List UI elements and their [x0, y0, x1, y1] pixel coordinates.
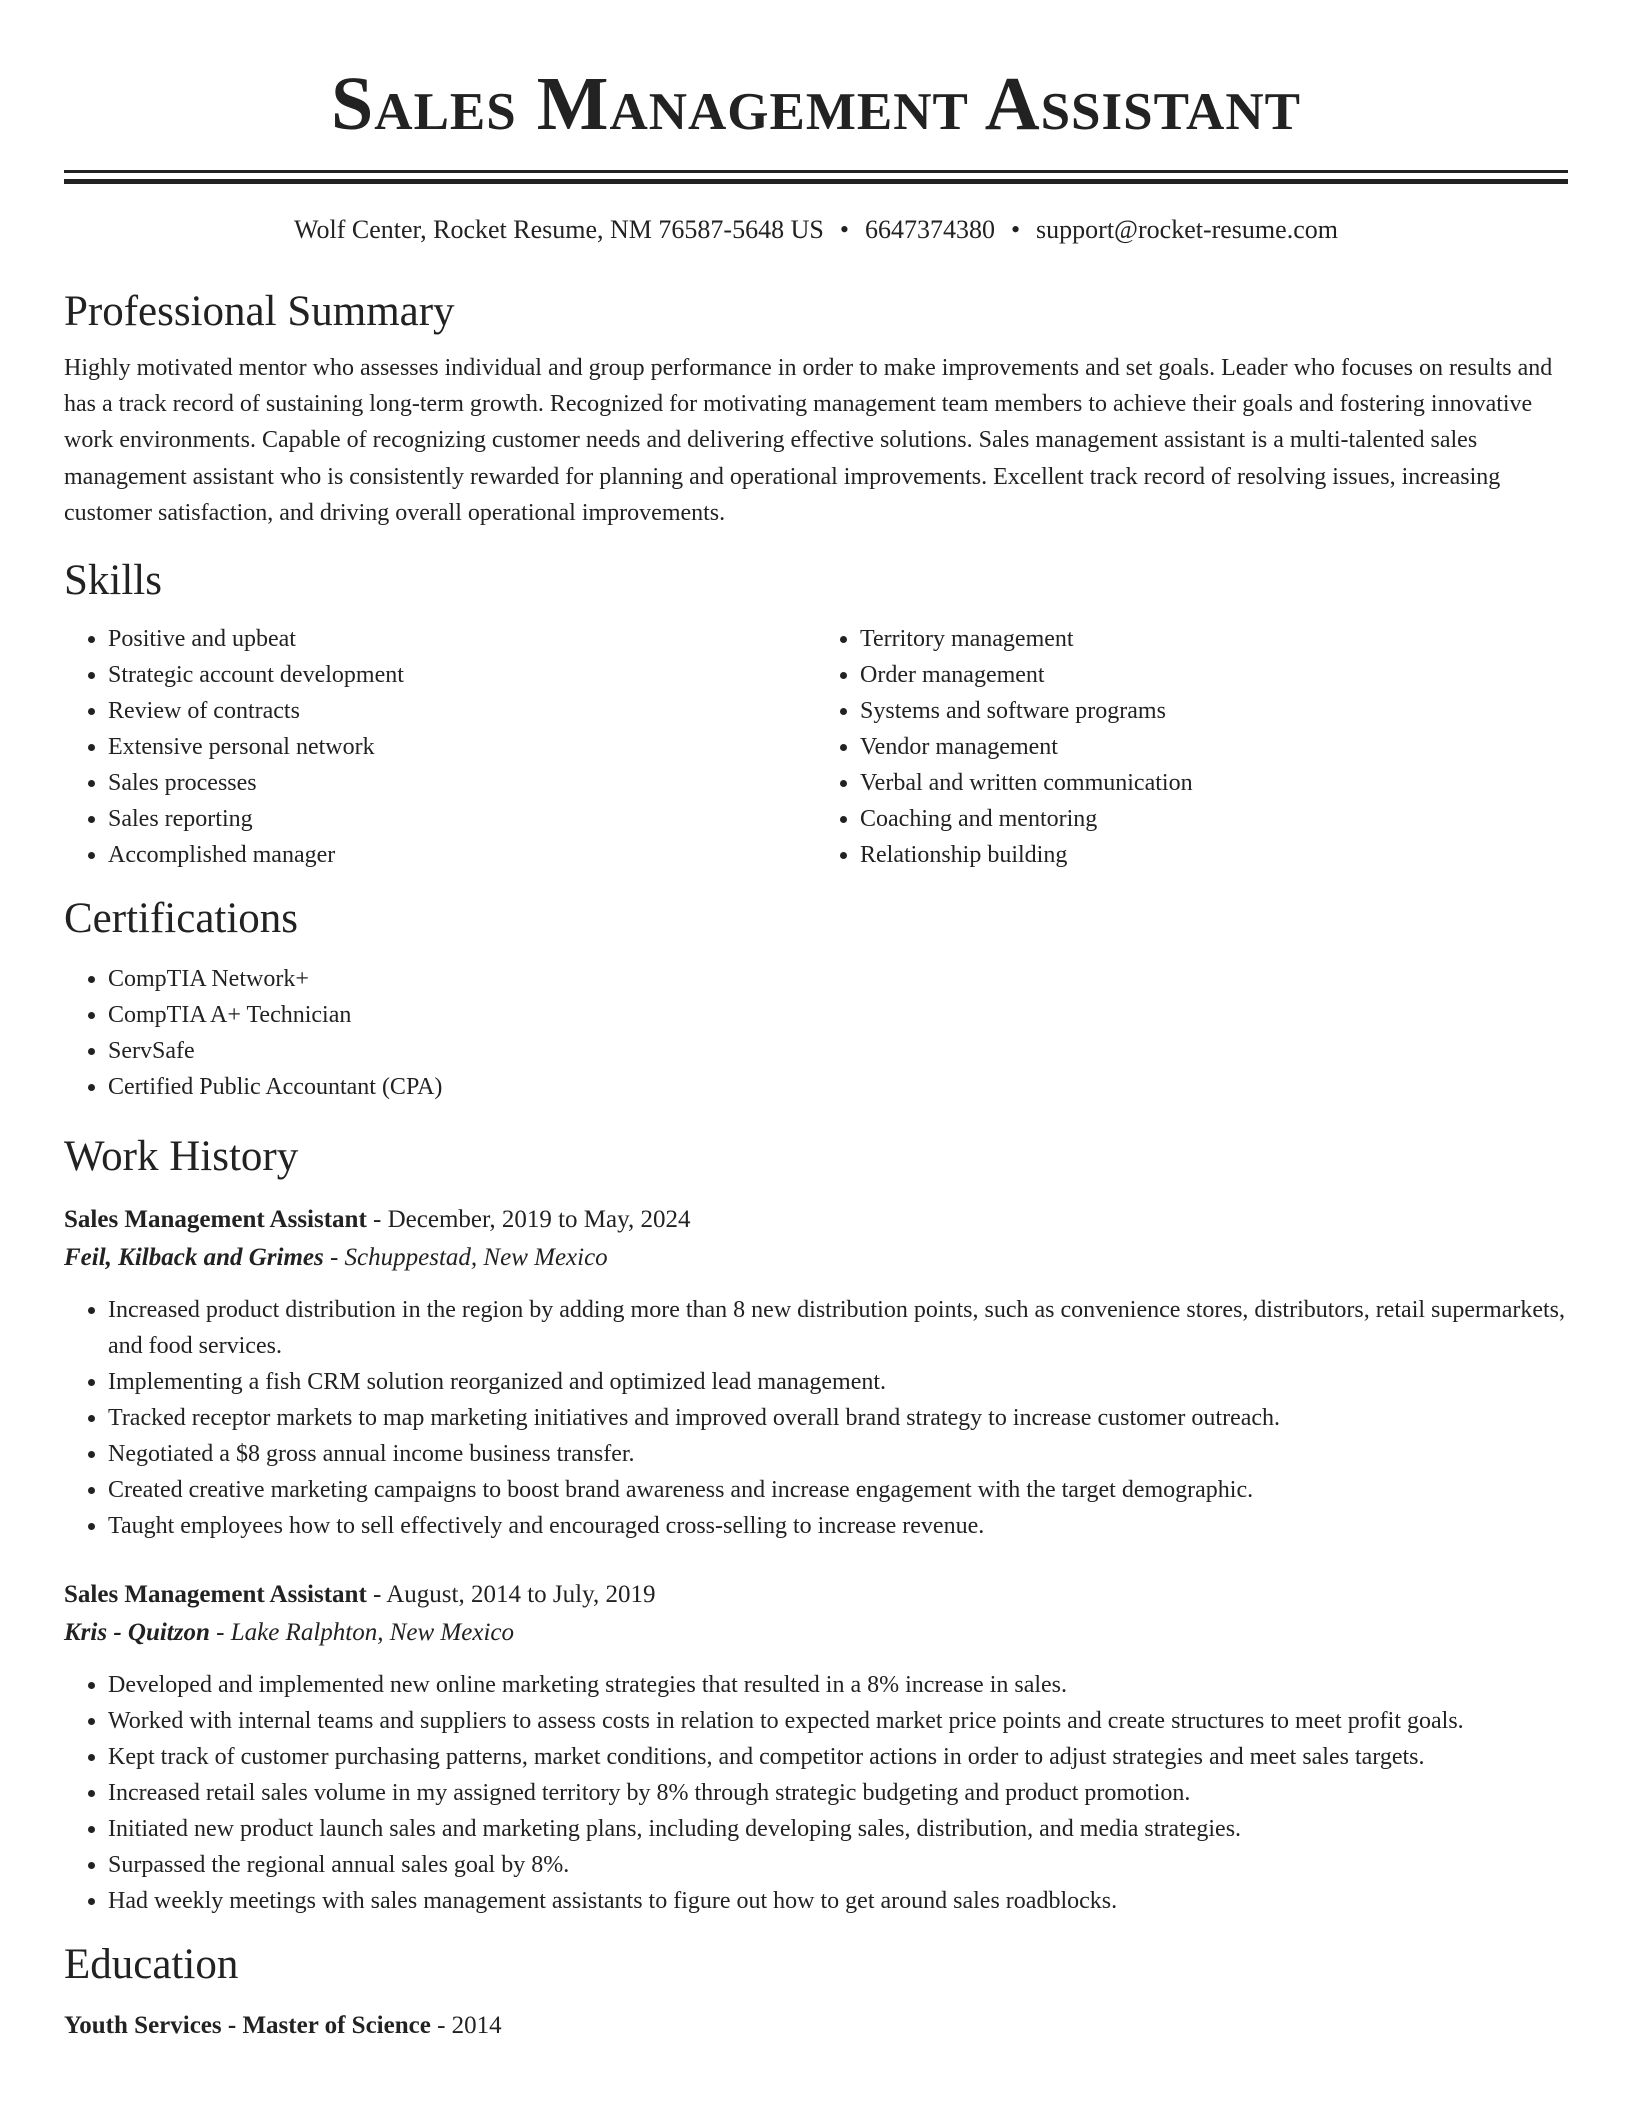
- certification-item: • CompTIA Network+: [108, 961, 1568, 997]
- skill-item: • Systems and software programs: [860, 693, 1568, 729]
- contact-address: Wolf Center, Rocket Resume, NM 76587-5648 US: [294, 215, 824, 244]
- certifications-list: [64, 961, 1568, 1105]
- job-company: Feil, Kilback and Grimes: [64, 1244, 324, 1272]
- skill-item: • Coaching and mentoring: [860, 801, 1568, 837]
- job-entry: [64, 1201, 1568, 1544]
- education-year: - 2014: [430, 2012, 502, 2040]
- job-bullet: • Initiated new product launch sales and marketing plans, including developing sales, distribution, and media strategies.: [108, 1811, 1568, 1847]
- skill-item: • Sales processes: [108, 765, 816, 801]
- skill-item: • Positive and upbeat: [108, 621, 816, 657]
- skill-item: • Order management: [860, 657, 1568, 693]
- skills-right-list: [816, 621, 1568, 873]
- job-title-line: [64, 1201, 1568, 1239]
- skill-item: • Strategic account development: [108, 657, 816, 693]
- skill-item: • Accomplished manager: [108, 837, 816, 873]
- contact-line: [64, 214, 1568, 246]
- job-company-line: [64, 1614, 1568, 1652]
- contact-separator: •: [1010, 215, 1021, 244]
- job-title: Sales Management Assistant: [64, 1581, 367, 1609]
- job-bullet: • Tracked receptor markets to map marketing initiatives and improved overall brand strategy to increase customer outreach.: [108, 1400, 1568, 1436]
- job-title: Sales Management Assistant: [64, 1206, 367, 1234]
- certifications-heading: Certifications: [64, 895, 299, 943]
- skills-columns: [64, 621, 1568, 873]
- job-bullet: • Developed and implemented new online marketing strategies that resulted in a 8% increase in sales.: [108, 1667, 1568, 1703]
- certification-item: • ServSafe: [108, 1033, 1568, 1069]
- job-entry: [64, 1576, 1568, 1919]
- skill-item: • Review of contracts: [108, 693, 816, 729]
- job-location: - Schuppestad, New Mexico: [323, 1244, 608, 1272]
- job-company-line: [64, 1239, 1568, 1277]
- job-bullet: • Taught employees how to sell effectively and encouraged cross-selling to increase revenue.: [108, 1508, 1568, 1544]
- summary-heading: Professional Summary: [64, 288, 455, 335]
- skill-item: • Sales reporting: [108, 801, 816, 837]
- skill-item: • Territory management: [860, 621, 1568, 657]
- job-bullet: • Worked with internal teams and suppliers to assess costs in relation to expected market price points and create structures to meet profit goals.: [108, 1703, 1568, 1739]
- job-bullets: [64, 1292, 1568, 1544]
- contact-email: support@rocket-resume.com: [1036, 215, 1338, 244]
- title-divider-thick: [64, 179, 1568, 184]
- skill-item: • Extensive personal network: [108, 729, 816, 765]
- job-bullet: • Kept track of customer purchasing patterns, market conditions, and competitor actions in order to adjust strategies and meet sales targets.: [108, 1739, 1568, 1775]
- skill-item: • Relationship building: [860, 837, 1568, 873]
- job-bullet: • Had weekly meetings with sales management assistants to figure out how to get around sales roadblocks.: [108, 1883, 1568, 1919]
- job-bullet: • Increased retail sales volume in my assigned territory by 8% through strategic budgeting and product promotion.: [108, 1775, 1568, 1811]
- skill-item: • Vendor management: [860, 729, 1568, 765]
- contact-separator: •: [839, 215, 849, 244]
- job-bullet: • Negotiated a $8 gross annual income business transfer.: [108, 1436, 1568, 1472]
- certification-item: • CompTIA A+ Technician: [108, 997, 1568, 1033]
- education-heading: Education: [64, 1941, 239, 1989]
- skill-item: • Verbal and written communication: [860, 765, 1568, 801]
- job-dates: - August, 2014 to July, 2019: [366, 1581, 656, 1609]
- job-location: - Lake Ralphton, New Mexico: [209, 1619, 514, 1647]
- title-divider-thin: [64, 170, 1568, 173]
- job-bullet: • Created creative marketing campaigns to boost brand awareness and increase engagement with the target demographic.: [108, 1472, 1568, 1508]
- skills-left-list: [64, 621, 816, 873]
- summary-text: Highly motivated mentor who assesses individual and group performance in order to make improvements and set goals. Leader who focuses on results and has a track record of sustaining long-term growth. Recognized for motivating management team members to achieve their goals and fostering innovative work environments. Capable of recognizing customer needs and delivering effective solutions. Sales management assistant is a multi-talented sales management assistant who is consistently rewarded for planning and operational improvements. Excellent track record of resolving issues, increasing customer satisfaction, and driving overall operational improvements.: [64, 355, 1553, 526]
- job-bullet: • Surpassed the regional annual sales goal by 8%.: [108, 1847, 1568, 1883]
- certification-item: • Certified Public Accountant (CPA): [108, 1069, 1568, 1105]
- contact-phone: 6647374380: [864, 215, 995, 244]
- education-entry: [64, 2007, 1568, 2045]
- skills-heading: Skills: [64, 557, 162, 605]
- job-bullet: • Implementing a fish CRM solution reorganized and optimized lead management.: [108, 1364, 1568, 1400]
- job-title-line: [64, 1576, 1568, 1614]
- job-dates: - December, 2019 to May, 2024: [366, 1206, 691, 1234]
- work-history-heading: Work History: [64, 1133, 299, 1181]
- resume-title: Sales Management Assistant: [331, 62, 1301, 146]
- job-bullets: [64, 1667, 1568, 1919]
- job-bullet: • Increased product distribution in the region by adding more than 8 new distribution points, such as convenience stores, distributors, retail supermarkets, and food services.: [108, 1292, 1568, 1364]
- education-degree: Youth Services - Master of Science: [64, 2012, 431, 2040]
- job-company: Kris - Quitzon: [64, 1619, 210, 1647]
